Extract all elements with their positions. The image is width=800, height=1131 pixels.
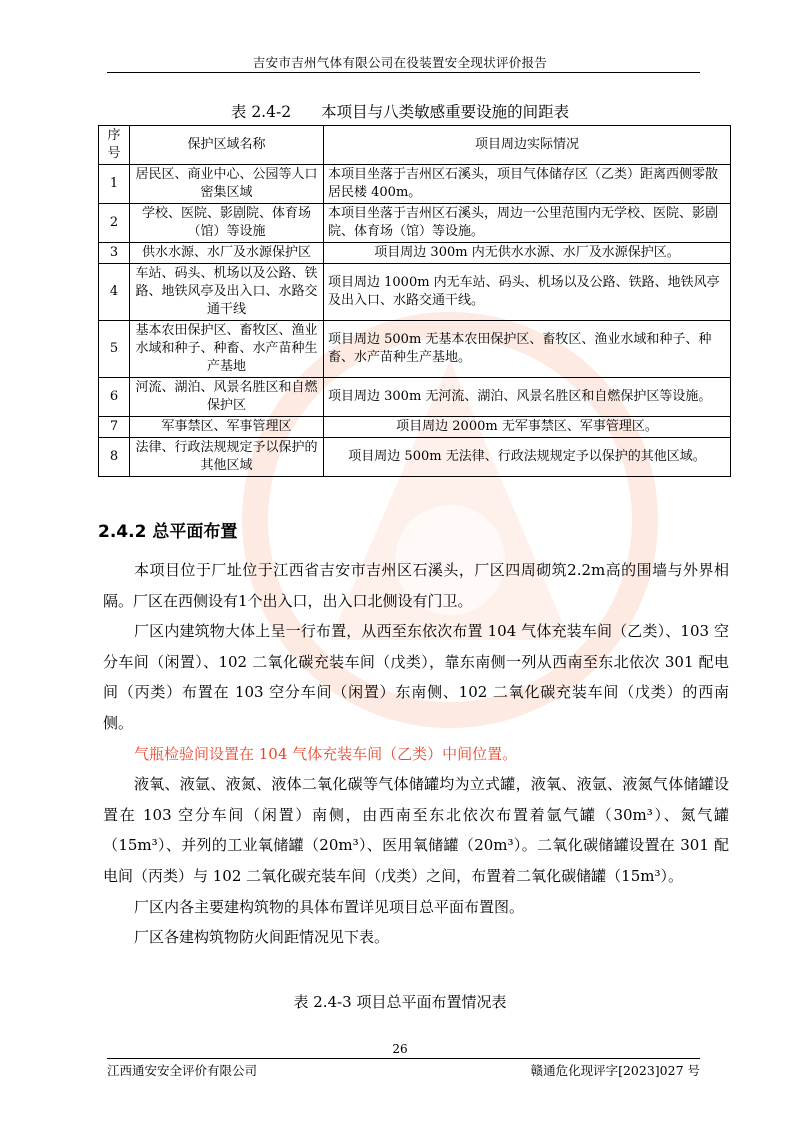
- row-detail: 项目周边 1000m 内无车站、码头、机场以及公路、铁路、地铁风亭及出入口、水路交通干线。: [324, 264, 731, 321]
- row-number: 3: [99, 243, 130, 264]
- row-detail: 项目周边 2000m 无军事禁区、军事管理区。: [324, 417, 731, 438]
- row-area: 基本农田保护区、畜牧区、渔业水域和种子、种畜、水产苗种生产基地: [130, 321, 324, 378]
- row-area: 学校、医院、影剧院、体育场（馆）等设施: [130, 204, 324, 243]
- section-heading: [98, 517, 237, 542]
- table-caption-title: 本项目与八类敏感重要设施的间距表: [321, 103, 570, 121]
- page-number: 26: [392, 1042, 408, 1056]
- row-detail: 本项目坐落于吉州区石溪头，项目气体储存区（乙类）距离西侧零散居民楼 400m。: [324, 165, 731, 204]
- table-row: [99, 438, 731, 477]
- row-area: 军事禁区、军事管理区: [130, 417, 324, 438]
- header-area: 保护区域名称: [130, 126, 324, 165]
- paragraph: 厂区内建筑物大体上呈一行布置，从西至东依次布置 104 气体充装车间（乙类）、103 空分车间（闲置）、102 二氧化碳充装车间（戊类），靠东南侧一列从西南至东北依次 301 配电间（丙类）布置在 103 空分车间（闲置）东南侧、102 二氧化碳充装车间（戊类）的西南侧。: [103, 622, 729, 732]
- row-detail: 项目周边 500m 无基本农田保护区、畜牧区、渔业水域和种子、种畜、水产苗种生产基地。: [324, 321, 731, 378]
- row-area: 法律、行政法规规定予以保护的其他区域: [130, 438, 324, 477]
- row-detail: 项目周边 500m 无法律、行政法规规定予以保护的其他区域。: [324, 438, 731, 477]
- row-detail: 项目周边 300m 内无供水水源、水厂及水源保护区。: [324, 243, 731, 264]
- row-number: 1: [99, 165, 130, 204]
- table-body: [99, 165, 731, 477]
- table-row: [99, 165, 731, 204]
- paragraph: 本项目位于厂址位于江西省吉安市吉州区石溪头，厂区四周砌筑2.2m高的围墙与外界相隔。厂区在西侧设有1个出入口，出入口北侧设有门卫。: [103, 561, 729, 610]
- paragraph: 厂区各建构筑物防火间距情况见下表。: [134, 928, 390, 947]
- table-row: [99, 264, 731, 321]
- row-number: 7: [99, 417, 130, 438]
- row-number: 4: [99, 264, 130, 321]
- row-area: 居民区、商业中心、公园等人口密集区域: [130, 165, 324, 204]
- sensitive-facilities-table: [98, 125, 731, 477]
- row-number: 8: [99, 438, 130, 477]
- table-row: [99, 321, 731, 378]
- section-title: 总平面布置: [152, 522, 238, 542]
- footer-company: 江西通安安全评价有限公司: [107, 1063, 258, 1078]
- row-number: 5: [99, 321, 130, 378]
- row-number: 2: [99, 204, 130, 243]
- row-area: 河流、湖泊、风景名胜区和自燃保护区: [130, 378, 324, 417]
- header-rule: [107, 72, 700, 73]
- row-number: 6: [99, 378, 130, 417]
- section-number: 2.4.2: [98, 522, 147, 542]
- header-detail: 项目周边实际情况: [324, 126, 731, 165]
- row-detail: 本项目坐落于吉州区石溪头，周边一公里范围内无学校、医院、影剧院、体育场（馆）等设施。: [324, 204, 731, 243]
- table-row: [99, 243, 731, 264]
- table-header-row: [99, 126, 731, 165]
- paragraph: 液氧、液氩、液氮、液体二氧化碳等气体储罐均为立式罐，液氧、液氩、液氮气体储罐设置在 103 空分车间（闲置）南侧，由西南至东北依次布置着氩气罐（30m³）、氮气罐（15m³）、并列的工业氧储罐（20m³）、医用氧储罐（20m³）。二氧化碳储罐设置在 301 配电间（丙类）与 102 二氧化碳充装车间（戊类）之间，布置着二氧化碳储罐（15m³）。: [103, 775, 729, 885]
- table-row: [99, 204, 731, 243]
- table-caption-number: 表 2.4-2: [230, 103, 292, 121]
- header-no: 序号: [99, 126, 130, 165]
- row-area: 车站、码头、机场以及公路、铁路、地铁风亭及出入口、水路交通干线: [130, 264, 324, 321]
- table-caption: [0, 100, 800, 122]
- footer-doc-code: 赣通危化现评字[2023]027 号: [530, 1063, 700, 1078]
- table-row: [99, 378, 731, 417]
- table2-caption: 表 2.4-3 项目总平面布置情况表: [293, 993, 507, 1011]
- paragraph-highlight: 气瓶检验间设置在 104 气体充装车间（乙类）中间位置。: [134, 744, 518, 763]
- table-row: [99, 417, 731, 438]
- footer-rule: [107, 1058, 700, 1059]
- header-title: 吉安市吉州气体有限公司在役装置安全现状评价报告: [252, 55, 548, 70]
- row-area: 供水水源、水厂及水源保护区: [130, 243, 324, 264]
- row-detail: 项目周边 300m 无河流、湖泊、风景名胜区和自燃保护区等设施。: [324, 378, 731, 417]
- paragraph: 厂区内各主要建构筑物的具体布置详见项目总平面布置图。: [134, 897, 525, 916]
- body-text: [103, 555, 729, 953]
